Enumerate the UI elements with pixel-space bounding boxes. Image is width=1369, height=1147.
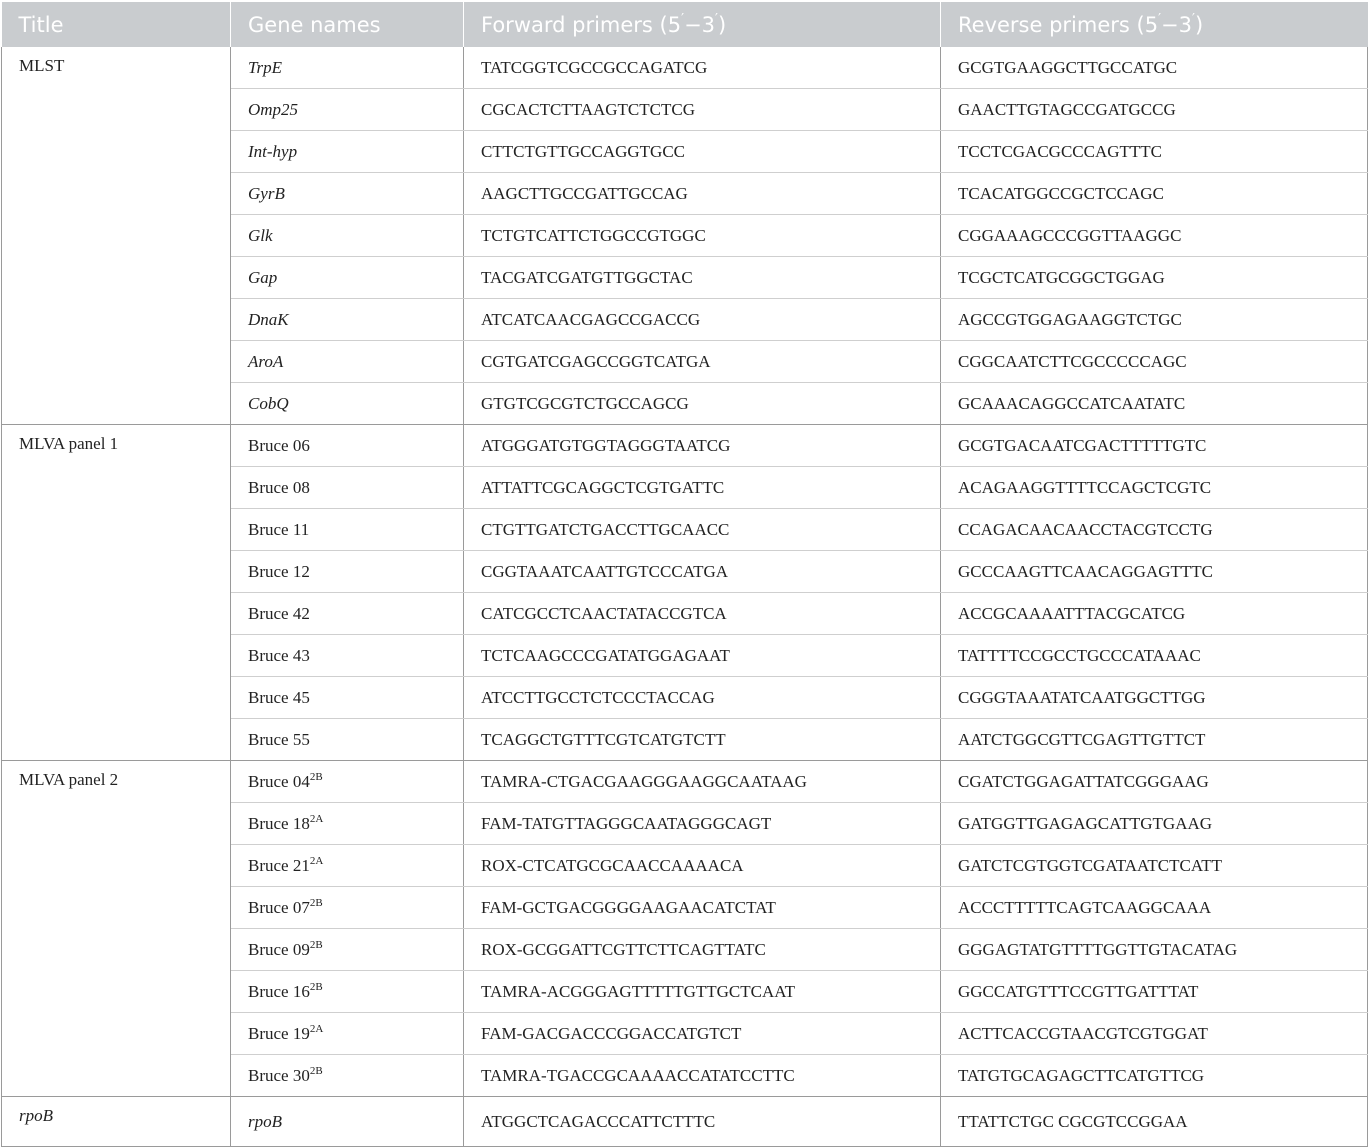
gene-name: DnaK xyxy=(248,309,289,329)
gene-name: Bruce 16 xyxy=(248,981,310,1001)
gene-name: Gap xyxy=(248,267,278,287)
gene-superscript: 2B xyxy=(309,938,323,951)
forward-primer-cell: FAM-TATGTTAGGGCAATAGGGCAGT xyxy=(464,803,941,845)
header-reverse-primers: Reverse primers (5′−3′) xyxy=(941,2,1368,47)
forward-primer-cell: CGTGATCGAGCCGGTCATGA xyxy=(464,341,941,383)
reverse-primer-cell: GCGTGACAATCGACTTTTTGTC xyxy=(941,425,1368,467)
gene-name-cell xyxy=(231,803,464,845)
gene-name: Bruce 21 xyxy=(248,855,310,875)
header-row xyxy=(2,2,1368,47)
gene-name-cell xyxy=(231,845,464,887)
reverse-primer-cell: GATGGTTGAGAGCATTGTGAAG xyxy=(941,803,1368,845)
forward-primer-cell: TAMRA-CTGACGAAGGGAAGGCAATAAG xyxy=(464,761,941,803)
forward-primer-cell: TCAGGCTGTTTCGTCATGTCTT xyxy=(464,719,941,761)
gene-name-cell xyxy=(231,341,464,383)
gene-name: Bruce 09 xyxy=(248,939,310,959)
gene-superscript: 2B xyxy=(309,980,323,993)
gene-name-cell xyxy=(231,593,464,635)
gene-name: Bruce 43 xyxy=(248,645,310,665)
gene-name: GyrB xyxy=(248,183,285,203)
gene-superscript: 2A xyxy=(309,854,324,867)
gene-name-cell xyxy=(231,551,464,593)
gene-name-cell xyxy=(231,509,464,551)
gene-name: Bruce 04 xyxy=(248,771,310,791)
reverse-primer-cell: TCCTCGACGCCCAGTTTC xyxy=(941,131,1368,173)
gene-name-cell xyxy=(231,131,464,173)
gene-name-cell xyxy=(231,929,464,971)
gene-superscript: 2B xyxy=(309,1064,323,1077)
reverse-primer-cell: ACAGAAGGTTTTCCAGCTCGTC xyxy=(941,467,1368,509)
table-body xyxy=(2,47,1368,1147)
gene-name-cell xyxy=(231,215,464,257)
reverse-primer-cell: CGGGTAAATATCAATGGCTTGG xyxy=(941,677,1368,719)
gene-name: TrpE xyxy=(248,57,283,77)
reverse-primer-cell: GGGAGTATGTTTTGGTTGTACATAG xyxy=(941,929,1368,971)
reverse-primer-cell: GATCTCGTGGTCGATAATCTCATT xyxy=(941,845,1368,887)
forward-primer-cell: TATCGGTCGCCGCCAGATCG xyxy=(464,47,941,89)
gene-name-cell xyxy=(231,89,464,131)
header-forward-primers: Forward primers (5′−3′) xyxy=(464,2,941,47)
forward-primer-cell: FAM-GACGACCCGGACCATGTCT xyxy=(464,1013,941,1055)
gene-superscript: 2A xyxy=(309,812,324,825)
reverse-primer-cell: ACCGCAAAATTTACGCATCG xyxy=(941,593,1368,635)
reverse-primer-cell: GAACTTGTAGCCGATGCCG xyxy=(941,89,1368,131)
gene-name-cell xyxy=(231,383,464,425)
gene-name-cell xyxy=(231,761,464,803)
forward-primer-cell: CGCACTCTTAAGTCTCTCG xyxy=(464,89,941,131)
table-row xyxy=(2,425,1368,467)
gene-name: Int-hyp xyxy=(248,141,298,161)
gene-name: Bruce 55 xyxy=(248,729,310,749)
gene-name: Bruce 18 xyxy=(248,813,310,833)
gene-name: Bruce 19 xyxy=(248,1023,310,1043)
gene-name-cell xyxy=(231,257,464,299)
forward-primer-cell: CTTCTGTTGCCAGGTGCC xyxy=(464,131,941,173)
gene-name-cell xyxy=(231,887,464,929)
reverse-primer-cell: AATCTGGCGTTCGAGTTGTTCT xyxy=(941,719,1368,761)
gene-name-cell xyxy=(231,173,464,215)
forward-primer-cell: ATTATTCGCAGGCTCGTGATTC xyxy=(464,467,941,509)
gene-name-cell xyxy=(231,425,464,467)
forward-primer-cell: CTGTTGATCTGACCTTGCAACC xyxy=(464,509,941,551)
reverse-primer-cell: TATTTTCCGCCTGCCCATAAAC xyxy=(941,635,1368,677)
reverse-primer-cell: ACTTCACCGTAACGTCGTGGAT xyxy=(941,1013,1368,1055)
reverse-primer-cell: TATGTGCAGAGCTTCATGTTCG xyxy=(941,1055,1368,1097)
forward-primer-cell: ROX-CTCATGCGCAACCAAAACA xyxy=(464,845,941,887)
gene-name: Bruce 07 xyxy=(248,897,310,917)
gene-superscript: 2B xyxy=(309,896,323,909)
gene-name: Bruce 12 xyxy=(248,561,310,581)
reverse-primer-cell: CGATCTGGAGATTATCGGGAAG xyxy=(941,761,1368,803)
gene-name-cell xyxy=(231,299,464,341)
reverse-primer-cell: TCACATGGCCGCTCCAGC xyxy=(941,173,1368,215)
reverse-primer-cell: ACCCTTTTTCAGTCAAGGCAAA xyxy=(941,887,1368,929)
forward-primer-cell: TACGATCGATGTTGGCTAC xyxy=(464,257,941,299)
gene-name: Bruce 30 xyxy=(248,1065,310,1085)
gene-name: Bruce 06 xyxy=(248,435,310,455)
gene-name-cell xyxy=(231,467,464,509)
forward-primer-cell: GTGTCGCGTCTGCCAGCG xyxy=(464,383,941,425)
reverse-primer-cell: CGGCAATCTTCGCCCCCAGC xyxy=(941,341,1368,383)
reverse-primer-cell: GCCCAAGTTCAACAGGAGTTTC xyxy=(941,551,1368,593)
gene-name-cell xyxy=(231,1097,464,1147)
forward-primer-cell: FAM-GCTGACGGGGAAGAACATCTAT xyxy=(464,887,941,929)
gene-name: Omp25 xyxy=(248,99,299,119)
gene-name: rpoB xyxy=(248,1111,282,1131)
table-row xyxy=(2,1097,1368,1147)
gene-name: Bruce 45 xyxy=(248,687,310,707)
table-row xyxy=(2,761,1368,803)
gene-name-cell xyxy=(231,971,464,1013)
reverse-primer-cell: AGCCGTGGAGAAGGTCTGC xyxy=(941,299,1368,341)
forward-primer-cell: CGGTAAATCAATTGTCCCATGA xyxy=(464,551,941,593)
gene-name: Bruce 08 xyxy=(248,477,310,497)
gene-name-cell xyxy=(231,1055,464,1097)
header-title: Title xyxy=(2,2,231,47)
reverse-primer-cell: GCAAACAGGCCATCAATATC xyxy=(941,383,1368,425)
gene-name: CobQ xyxy=(248,393,289,413)
gene-name-cell xyxy=(231,635,464,677)
forward-primer-cell: TAMRA-TGACCGCAAAACCATATCCTTC xyxy=(464,1055,941,1097)
gene-name-cell xyxy=(231,47,464,89)
reverse-primer-cell: TTATTCTGC CGCGTCCGGAA xyxy=(941,1097,1368,1147)
primers-table xyxy=(1,2,1368,1147)
reverse-primer-cell: GGCCATGTTTCCGTTGATTTAT xyxy=(941,971,1368,1013)
group-title-cell: MLVA panel 1 xyxy=(2,425,231,761)
forward-primer-cell: ATCATCAACGAGCCGACCG xyxy=(464,299,941,341)
header-gene-names: Gene names xyxy=(231,2,464,47)
gene-name: Bruce 42 xyxy=(248,603,310,623)
gene-name-cell xyxy=(231,677,464,719)
reverse-primer-cell: GCGTGAAGGCTTGCCATGC xyxy=(941,47,1368,89)
forward-primer-cell: TCTGTCATTCTGGCCGTGGC xyxy=(464,215,941,257)
forward-primer-cell: TAMRA-ACGGGAGTTTTTGTTGCTCAAT xyxy=(464,971,941,1013)
gene-name: Bruce 11 xyxy=(248,519,310,539)
gene-name: Glk xyxy=(248,225,273,245)
forward-primer-cell: AAGCTTGCCGATTGCCAG xyxy=(464,173,941,215)
group-title-cell: MLST xyxy=(2,47,231,425)
forward-primer-cell: ATGGGATGTGGTAGGGTAATCG xyxy=(464,425,941,467)
gene-superscript: 2A xyxy=(309,1022,324,1035)
group-title-cell: rpoB xyxy=(2,1097,231,1147)
gene-name-cell xyxy=(231,719,464,761)
gene-superscript: 2B xyxy=(309,770,323,783)
group-title-cell: MLVA panel 2 xyxy=(2,761,231,1097)
reverse-primer-cell: CGGAAAGCCCGGTTAAGGC xyxy=(941,215,1368,257)
reverse-primer-cell: TCGCTCATGCGGCTGGAG xyxy=(941,257,1368,299)
table-row xyxy=(2,47,1368,89)
forward-primer-cell: TCTCAAGCCCGATATGGAGAAT xyxy=(464,635,941,677)
forward-primer-cell: ATCCTTGCCTCTCCCTACCAG xyxy=(464,677,941,719)
reverse-primer-cell: CCAGACAACAACCTACGTCCTG xyxy=(941,509,1368,551)
forward-primer-cell: ATGGCTCAGACCCATTCTTTC xyxy=(464,1097,941,1147)
gene-name-cell xyxy=(231,1013,464,1055)
forward-primer-cell: CATCGCCTCAACTATACCGTCA xyxy=(464,593,941,635)
gene-name: AroA xyxy=(248,351,284,371)
forward-primer-cell: ROX-GCGGATTCGTTCTTCAGTTATC xyxy=(464,929,941,971)
